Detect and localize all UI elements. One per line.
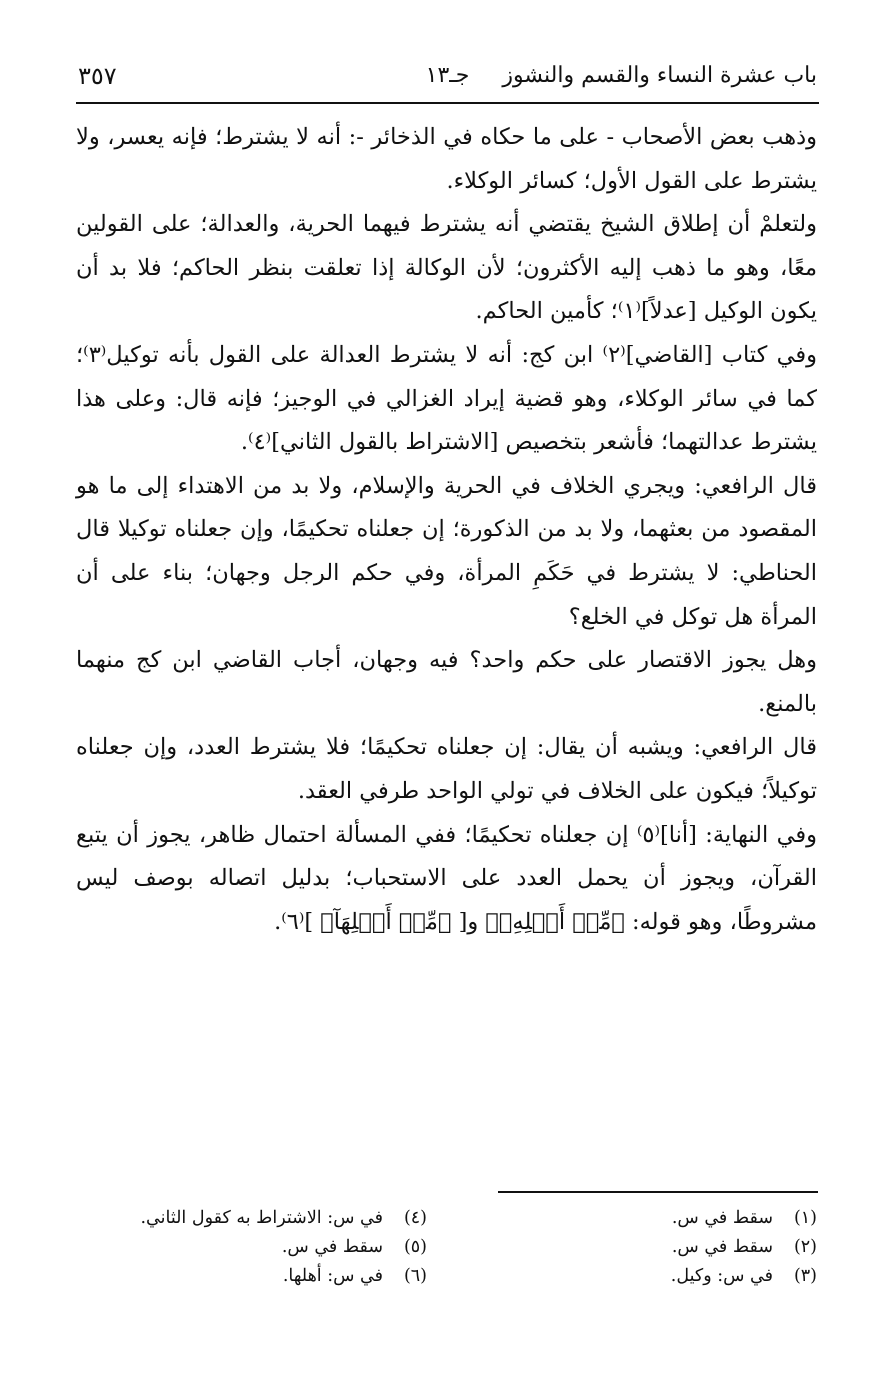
page-number: ٣٥٧	[78, 62, 117, 90]
footnote-divider	[498, 1191, 818, 1193]
footnote-item	[147, 1262, 427, 1291]
footnote-text: في س: وكيل.	[670, 1266, 773, 1286]
footnote-number: (٥)	[403, 1237, 427, 1257]
footnote-text: في س: أهلها.	[282, 1266, 383, 1286]
footnote-item	[140, 1204, 427, 1233]
footnote-column-left	[140, 1204, 427, 1291]
footnote-item	[537, 1262, 817, 1291]
footnote-text: سقط في س.	[671, 1237, 773, 1257]
footnote-number: (٢)	[793, 1237, 817, 1257]
footnote-item	[147, 1233, 427, 1262]
paragraph: وهل يجوز الاقتصار على حكم واحد؟ فيه وجهان، أجاب القاضي ابن كج منهما بالمنع.	[76, 647, 817, 717]
header-divider	[76, 102, 819, 104]
paragraph: ولتعلمْ أن إطلاق الشيخ يقتضي أنه يشترط فيهما الحرية، والعدالة؛ على القولين معًا، وهو ما ذهب إليه الأكثرون؛ لأن الوكالة إذا تعلقت بنظر الحاكم؛ فلا بد أن يكون الوكيل [عدلاً]⁽١⁾؛ كأمين الحاكم.	[76, 211, 817, 325]
footnote-number: (٦)	[403, 1266, 427, 1286]
footnote-number: (٤)	[403, 1208, 427, 1228]
footnote-text: سقط في س.	[281, 1237, 383, 1257]
footnote-text: في س: الاشتراط به كقول الثاني.	[140, 1208, 383, 1228]
footnote-column-right	[537, 1204, 817, 1291]
footnote-item	[537, 1233, 817, 1262]
paragraph: وفي كتاب [القاضي]⁽٢⁾ ابن كج: أنه لا يشترط العدالة على القول بأنه توكيل⁽٣⁾؛ كما في سائر الوكلاء، وهو قضية إيراد الغزالي في الوجيز؛ فإنه قال: وعلى هذا يشترط عدالتهما؛ فأشعر بتخصيص [الاشتراط بالقول الثاني]⁽٤⁾.	[76, 341, 817, 456]
footnote-text: سقط في س.	[671, 1208, 773, 1228]
paragraph: قال الرافعي: ويجري الخلاف في الحرية والإسلام، ولا بد من الاهتداء إلى ما هو المقصود من بعثهما، ولا بد من الذكورة؛ إن جعلناه تحكيمًا، وإن جعلناه توكيلا قال الحناطي: لا يشترط في حَكَمِ المرأة، وفي حكم الرجل وجهان؛ بناء على أن المرأة هل توكل في الخلع؟	[76, 472, 817, 630]
paragraph: وذهب بعض الأصحاب - على ما حكاه في الذخائر -: أنه لا يشترط؛ فإنه يعسر، ولا يشترط على القول الأول؛ كسائر الوكلاء.	[76, 124, 817, 194]
running-header	[78, 58, 817, 98]
paragraph: وفي النهاية: [أنا]⁽٥⁾ إن جعلناه تحكيمًا؛ ففي المسألة احتمال ظاهر، يجوز أن يتبع القرآن، ويجوز أن يحمل العدد على الاستحباب؛ بدليل اتصاله بوصف ليس مشروطًا، وهو قوله: ﴿مِّنۡ أَهۡلِهِۦ﴾ و[ ﴿مِّنۡ أَهۡلِهَآ﴾ ]⁽٦⁾.	[76, 821, 817, 935]
footnote-number: (١)	[793, 1208, 817, 1228]
volume-label: جـ١٣	[425, 63, 470, 88]
chapter-title: باب عشرة النساء والقسم والنشوز	[502, 63, 817, 88]
main-text	[76, 116, 817, 944]
footnote-item	[537, 1204, 817, 1233]
footnote-number: (٣)	[793, 1266, 817, 1286]
paragraph: قال الرافعي: ويشبه أن يقال: إن جعلناه تحكيمًا؛ فلا يشترط العدد، وإن جعلناه توكيلاً؛ فيكون على الخلاف في تولي الواحد طرفي العقد.	[76, 734, 817, 804]
